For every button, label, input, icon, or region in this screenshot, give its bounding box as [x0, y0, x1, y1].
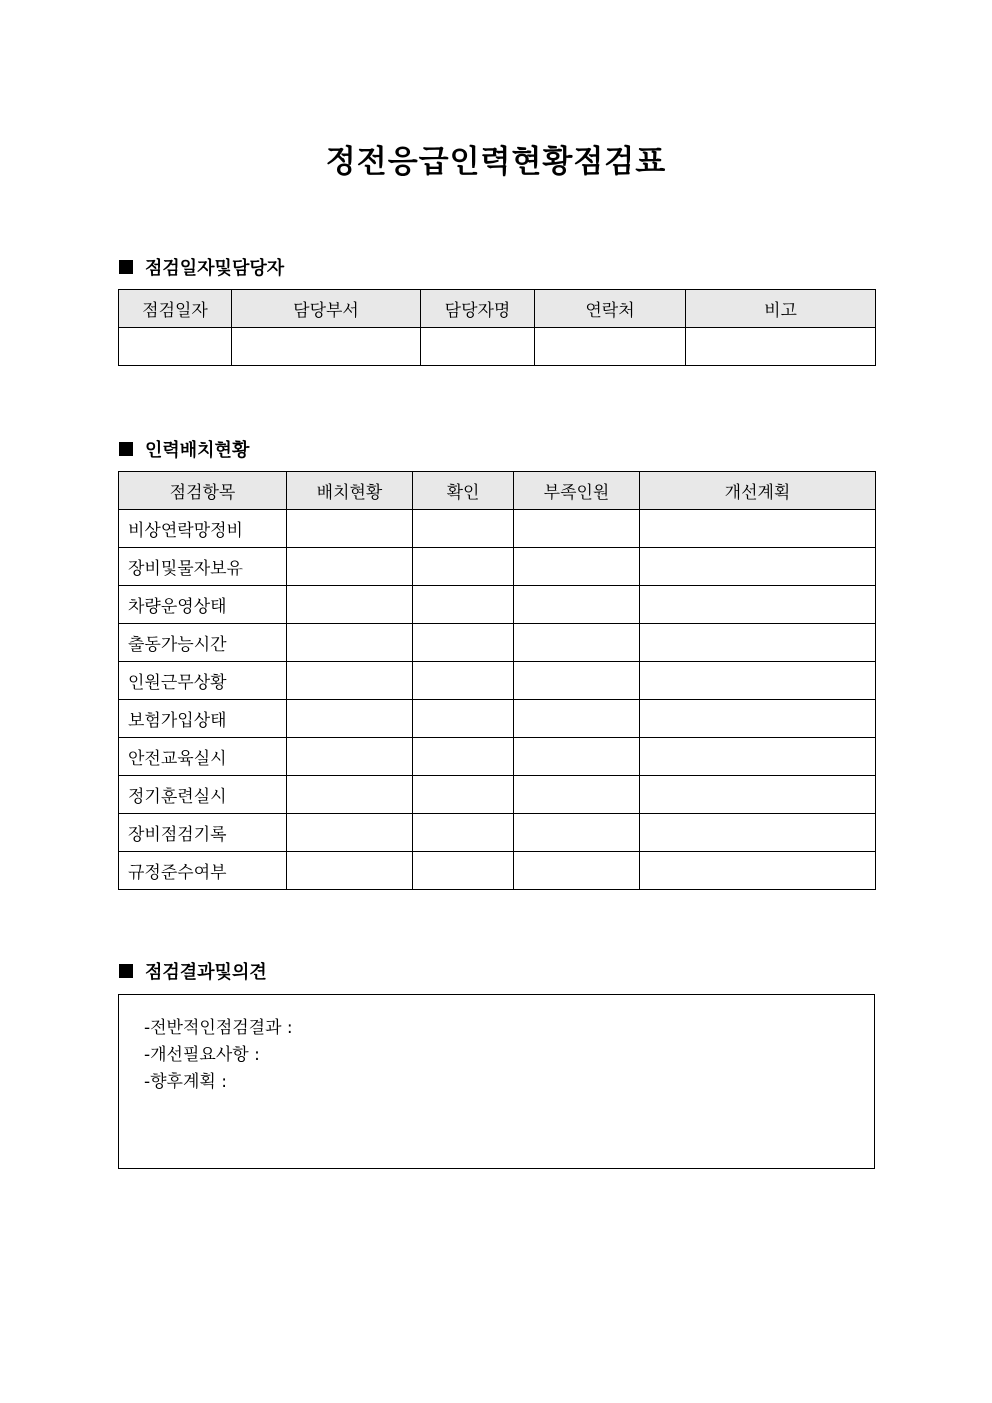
- input-cell-improvement-plan[interactable]: [640, 700, 876, 738]
- input-cell-shortage[interactable]: [514, 738, 640, 776]
- black-square-icon: [119, 442, 133, 456]
- table-header-row: [119, 472, 876, 510]
- input-cell-improvement-plan[interactable]: [640, 814, 876, 852]
- input-cell-shortage[interactable]: [514, 776, 640, 814]
- row-label: 장비점검기록: [119, 814, 287, 852]
- section-heading-label: 인력배치현황: [145, 440, 250, 461]
- input-cell-deployment-status[interactable]: [287, 814, 413, 852]
- row-label: 출동가능시간: [119, 624, 287, 662]
- input-cell-improvement-plan[interactable]: [640, 738, 876, 776]
- input-cell-deployment-status[interactable]: [287, 548, 413, 586]
- input-cell-deployment-status[interactable]: [287, 700, 413, 738]
- input-cell-shortage[interactable]: [514, 814, 640, 852]
- row-label: 안전교육실시: [119, 738, 287, 776]
- input-cell-deployment-status[interactable]: [287, 662, 413, 700]
- section-heading-label: 점검결과및의견: [145, 962, 267, 983]
- input-cell-shortage[interactable]: [514, 624, 640, 662]
- input-cell-shortage[interactable]: [514, 510, 640, 548]
- input-cell-improvement-plan[interactable]: [640, 586, 876, 624]
- table-row: [119, 814, 876, 852]
- section-heading-label: 점검일자및담당자: [145, 258, 285, 279]
- input-cell-deployment-status[interactable]: [287, 510, 413, 548]
- table-row: [119, 586, 876, 624]
- table-row: [119, 738, 876, 776]
- row-label: 장비및물자보유: [119, 548, 287, 586]
- opinion-line-overall-result: -전반적인점검결과 :: [144, 1018, 293, 1038]
- input-cell-improvement-plan[interactable]: [640, 776, 876, 814]
- section-heading-staff-deployment: [119, 436, 249, 462]
- input-cell-confirm[interactable]: [413, 662, 514, 700]
- column-header: 담당부서: [232, 290, 421, 328]
- column-header: 점검항목: [119, 472, 287, 510]
- row-label: 정기훈련실시: [119, 776, 287, 814]
- table-row: [119, 624, 876, 662]
- column-header: 개선계획: [640, 472, 876, 510]
- row-label: 규정준수여부: [119, 852, 287, 890]
- table-row: [119, 548, 876, 586]
- input-cell-remarks[interactable]: [686, 328, 876, 366]
- column-header: 연락처: [535, 290, 686, 328]
- black-square-icon: [119, 260, 133, 274]
- table-row: [119, 852, 876, 890]
- input-cell-confirm[interactable]: [413, 548, 514, 586]
- input-cell-confirm[interactable]: [413, 586, 514, 624]
- row-label: 차량운영상태: [119, 586, 287, 624]
- section-heading-inspection-date: [119, 254, 284, 280]
- column-header: 부족인원: [514, 472, 640, 510]
- row-label: 비상연락망정비: [119, 510, 287, 548]
- table-row: [119, 776, 876, 814]
- column-header: 점검일자: [119, 290, 232, 328]
- input-cell-improvement-plan[interactable]: [640, 510, 876, 548]
- black-square-icon: [119, 964, 133, 978]
- input-cell-confirm[interactable]: [413, 776, 514, 814]
- input-cell-improvement-plan[interactable]: [640, 548, 876, 586]
- column-header: 확인: [413, 472, 514, 510]
- input-cell-improvement-plan[interactable]: [640, 662, 876, 700]
- page-title: 정전응급인력현황점검표: [325, 144, 667, 180]
- column-header: 담당자명: [421, 290, 535, 328]
- input-cell-confirm[interactable]: [413, 510, 514, 548]
- input-cell-shortage[interactable]: [514, 700, 640, 738]
- table-row: [119, 662, 876, 700]
- input-cell-improvement-plan[interactable]: [640, 852, 876, 890]
- column-header: 비고: [686, 290, 876, 328]
- input-cell-confirm[interactable]: [413, 624, 514, 662]
- section-heading-results-opinion: [119, 958, 267, 984]
- opinion-line-future-plan: -향후계획 :: [144, 1072, 227, 1092]
- row-label: 인원근무상황: [119, 662, 287, 700]
- row-label: 보험가입상태: [119, 700, 287, 738]
- input-cell-shortage[interactable]: [514, 852, 640, 890]
- table-row: [119, 700, 876, 738]
- input-cell-deployment-status[interactable]: [287, 624, 413, 662]
- staff-deployment-table: [118, 471, 876, 890]
- input-cell-deployment-status[interactable]: [287, 738, 413, 776]
- input-cell-confirm[interactable]: [413, 700, 514, 738]
- input-cell-shortage[interactable]: [514, 548, 640, 586]
- opinion-line-improvements-needed: -개선필요사항 :: [144, 1045, 260, 1065]
- input-cell-contact[interactable]: [535, 328, 686, 366]
- table-row: [119, 328, 876, 366]
- table-row: [119, 510, 876, 548]
- input-cell-inspection-date[interactable]: [119, 328, 232, 366]
- input-cell-deployment-status[interactable]: [287, 852, 413, 890]
- input-cell-improvement-plan[interactable]: [640, 624, 876, 662]
- input-cell-department[interactable]: [232, 328, 421, 366]
- input-cell-deployment-status[interactable]: [287, 586, 413, 624]
- input-cell-confirm[interactable]: [413, 852, 514, 890]
- input-cell-manager-name[interactable]: [421, 328, 535, 366]
- input-cell-confirm[interactable]: [413, 814, 514, 852]
- column-header: 배치현황: [287, 472, 413, 510]
- results-opinion-box[interactable]: [118, 994, 875, 1169]
- table-header-row: [119, 290, 876, 328]
- input-cell-confirm[interactable]: [413, 738, 514, 776]
- input-cell-shortage[interactable]: [514, 662, 640, 700]
- input-cell-deployment-status[interactable]: [287, 776, 413, 814]
- input-cell-shortage[interactable]: [514, 586, 640, 624]
- inspection-date-table: [118, 289, 876, 366]
